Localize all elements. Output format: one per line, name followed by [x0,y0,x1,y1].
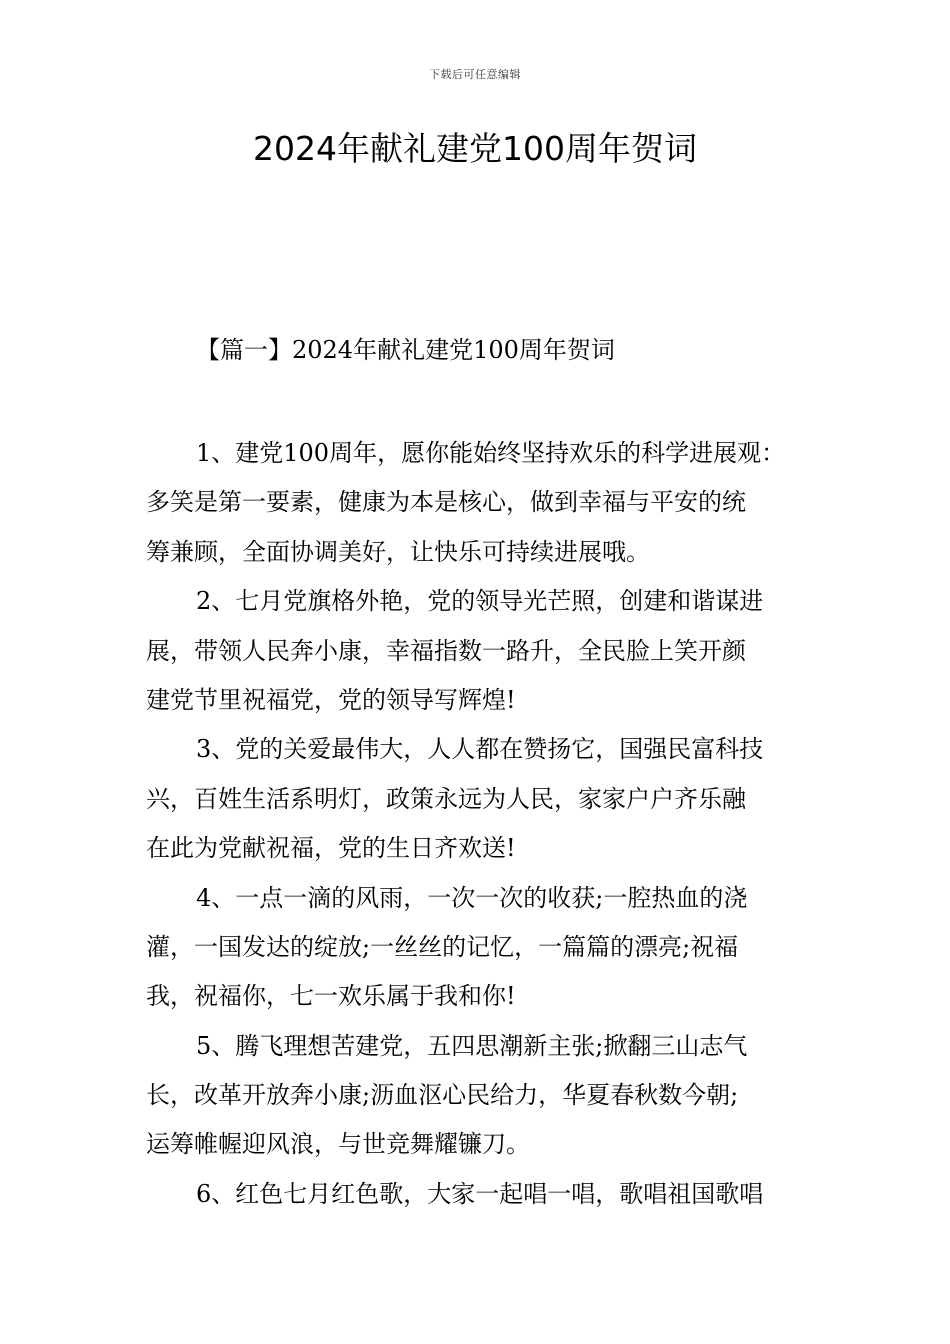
paragraph-6 [146,1170,812,1219]
paragraph-line: 在此为党献祝福，党的生日齐欢送! [146,834,516,863]
paragraph-line: 运筹帷幄迎风浪，与世竞舞耀镰刀。 [146,1130,530,1159]
paragraph-line: 展，带领人民奔小康，幸福指数一路升，全民脸上笑开颜 [146,636,746,665]
paragraph-line: 多笑是第一要素，健康为本是核心，做到幸福与平安的统 [146,488,746,517]
paragraph-line: 建党节里祝福党，党的领导写辉煌! [146,685,516,714]
header-note: 下载后可任意编辑 [429,68,521,81]
paragraph-2 [146,577,812,725]
body-text [146,429,812,1219]
paragraph-line: 兴，百姓生活系明灯，政策永远为人民，家家户户齐乐融 [146,784,746,813]
section-heading: 【篇一】2024年献礼建党100周年贺词 [196,336,615,364]
paragraph-line: 长，改革开放奔小康;沥血沤心民给力，华夏春秋数今朝; [146,1081,739,1110]
paragraph-line: 2、七月党旗格外艳，党的领导光芒照，创建和谐谋进 [196,587,764,616]
paragraph-line: 5、腾飞理想苦建党，五四思潮新主张;掀翻三山志气 [196,1031,748,1060]
document-title: 2024年献礼建党100周年贺词 [253,129,697,168]
paragraph-line: 我，祝福你，七一欢乐属于我和你! [146,982,516,1011]
paragraph-4 [146,874,812,1022]
paragraph-line: 6、红色七月红色歌，大家一起唱一唱，歌唱祖国歌唱 [196,1179,764,1208]
paragraph-line: 灌，一国发达的绽放;一丝丝的记忆，一篇篇的漂亮;祝福 [146,932,739,961]
paragraph-line: 1、建党100周年，愿你能始终坚持欢乐的科学进展观： [196,439,786,467]
paragraph-3 [146,725,812,873]
paragraph-line: 4、一点一滴的风雨，一次一次的收获;一腔热血的浇 [196,883,748,912]
paragraph-5 [146,1022,812,1170]
paragraph-line: 筹兼顾，全面协调美好，让快乐可持续进展哦。 [146,537,650,566]
paragraph-1 [146,429,812,577]
paragraph-line: 3、党的关爱最伟大，人人都在赞扬它，国强民富科技 [196,735,764,764]
